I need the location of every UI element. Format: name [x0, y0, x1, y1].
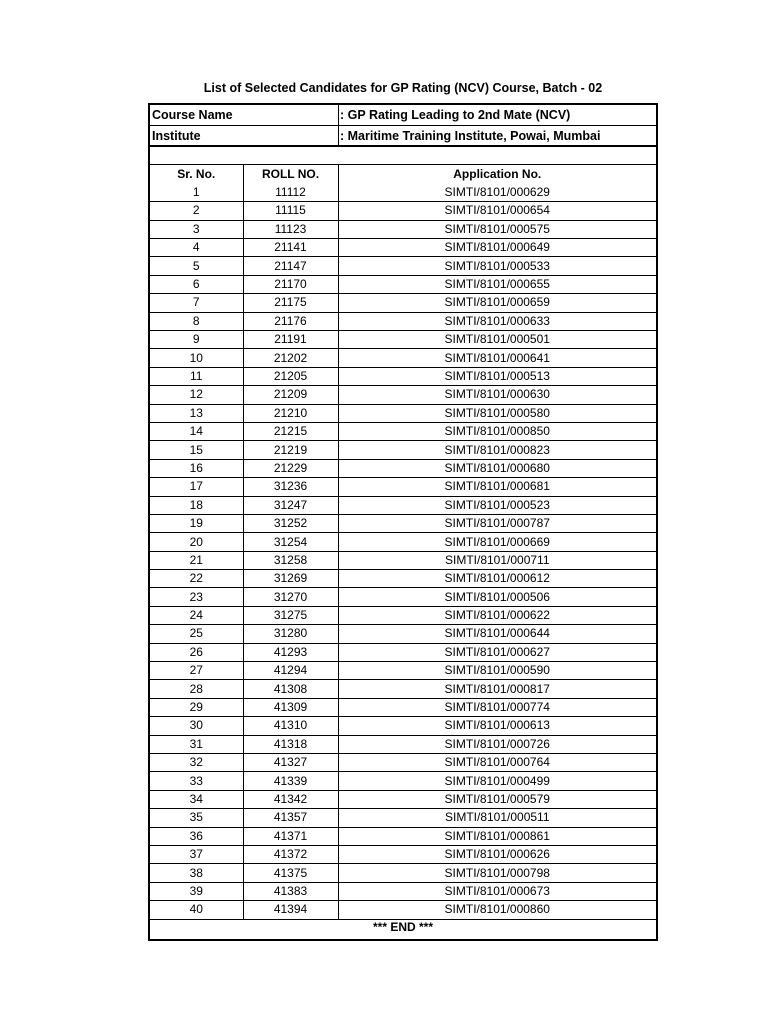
- application-no-cell: SIMTI/8101/000850: [338, 422, 656, 440]
- application-no-cell: SIMTI/8101/000506: [338, 588, 656, 606]
- sr-no-cell: 7: [150, 294, 243, 312]
- roll-no-cell: 31247: [243, 496, 338, 514]
- application-no-cell: SIMTI/8101/000680: [338, 459, 656, 477]
- table-row: [150, 239, 656, 257]
- roll-no-cell: 21202: [243, 349, 338, 367]
- sr-no-cell: 31: [150, 735, 243, 753]
- sr-no-cell: 10: [150, 349, 243, 367]
- table-row: [150, 404, 656, 422]
- candidate-sheet: [148, 103, 658, 941]
- application-no-cell: SIMTI/8101/000501: [338, 331, 656, 349]
- application-no-cell: SIMTI/8101/000575: [338, 220, 656, 238]
- roll-no-cell: 21175: [243, 294, 338, 312]
- roll-no-cell: 21219: [243, 441, 338, 459]
- table-row: [150, 680, 656, 698]
- roll-no-cell: 41327: [243, 754, 338, 772]
- course-name-label: Course Name: [150, 105, 339, 125]
- application-no-cell: SIMTI/8101/000523: [338, 496, 656, 514]
- sr-no-cell: 18: [150, 496, 243, 514]
- sr-no-cell: 37: [150, 845, 243, 863]
- application-no-cell: SIMTI/8101/000513: [338, 367, 656, 385]
- application-no-cell: SIMTI/8101/000655: [338, 275, 656, 293]
- roll-no-cell: 31280: [243, 625, 338, 643]
- application-no-cell: SIMTI/8101/000627: [338, 643, 656, 661]
- roll-no-cell: 21229: [243, 459, 338, 477]
- sr-no-cell: 40: [150, 901, 243, 919]
- application-no-cell: SIMTI/8101/000673: [338, 882, 656, 900]
- table-row: [150, 662, 656, 680]
- roll-no-cell: 11123: [243, 220, 338, 238]
- application-no-cell: SIMTI/8101/000711: [338, 551, 656, 569]
- sr-no-cell: 26: [150, 643, 243, 661]
- roll-no-cell: 21170: [243, 275, 338, 293]
- table-row: [150, 735, 656, 753]
- roll-no-cell: 21210: [243, 404, 338, 422]
- table-row: [150, 625, 656, 643]
- application-no-cell: SIMTI/8101/000798: [338, 864, 656, 882]
- table-row: [150, 478, 656, 496]
- table-header-row: [150, 165, 656, 183]
- application-no-cell: SIMTI/8101/000726: [338, 735, 656, 753]
- roll-no-cell: 41372: [243, 845, 338, 863]
- sr-no-cell: 14: [150, 422, 243, 440]
- table-row: [150, 441, 656, 459]
- course-name-value: : GP Rating Leading to 2nd Mate (NCV): [340, 108, 571, 122]
- sr-no-cell: 32: [150, 754, 243, 772]
- table-body: [150, 183, 656, 919]
- header-application-no: Application No.: [453, 166, 542, 181]
- table-row: [150, 570, 656, 588]
- application-no-cell: SIMTI/8101/000787: [338, 514, 656, 532]
- application-no-cell: SIMTI/8101/000860: [338, 901, 656, 919]
- sr-no-cell: 3: [150, 220, 243, 238]
- sr-no-cell: 8: [150, 312, 243, 330]
- table-row: [150, 827, 656, 845]
- sr-no-cell: 20: [150, 533, 243, 551]
- roll-no-cell: 21209: [243, 386, 338, 404]
- application-no-cell: SIMTI/8101/000659: [338, 294, 656, 312]
- roll-no-cell: 41339: [243, 772, 338, 790]
- sr-no-cell: 17: [150, 478, 243, 496]
- institute-row: [150, 126, 656, 147]
- roll-no-cell: 41294: [243, 662, 338, 680]
- roll-no-cell: 41383: [243, 882, 338, 900]
- application-no-cell: SIMTI/8101/000764: [338, 754, 656, 772]
- roll-no-cell: 41357: [243, 809, 338, 827]
- sr-no-cell: 39: [150, 882, 243, 900]
- table-row: [150, 202, 656, 220]
- application-no-cell: SIMTI/8101/000511: [338, 809, 656, 827]
- table-row: [150, 698, 656, 716]
- roll-no-cell: 21191: [243, 331, 338, 349]
- table-row: [150, 643, 656, 661]
- table-row: [150, 514, 656, 532]
- roll-no-cell: 41375: [243, 864, 338, 882]
- roll-no-cell: 21215: [243, 422, 338, 440]
- application-no-cell: SIMTI/8101/000580: [338, 404, 656, 422]
- table-row: [150, 588, 656, 606]
- sr-no-cell: 29: [150, 698, 243, 716]
- table-row: [150, 496, 656, 514]
- course-name-row: [150, 105, 656, 126]
- roll-no-cell: 21205: [243, 367, 338, 385]
- institute-label: Institute: [150, 126, 339, 145]
- application-no-cell: SIMTI/8101/000590: [338, 662, 656, 680]
- application-no-cell: SIMTI/8101/000861: [338, 827, 656, 845]
- table-row: [150, 717, 656, 735]
- application-no-cell: SIMTI/8101/000654: [338, 202, 656, 220]
- table-row: [150, 331, 656, 349]
- table-row: [150, 864, 656, 882]
- table-row: [150, 790, 656, 808]
- table-row: [150, 422, 656, 440]
- sr-no-cell: 9: [150, 331, 243, 349]
- table-row: [150, 533, 656, 551]
- table-row: [150, 772, 656, 790]
- page-title: List of Selected Candidates for GP Rating (NCV) Course, Batch - 02: [203, 81, 603, 95]
- roll-no-cell: 21176: [243, 312, 338, 330]
- roll-no-cell: 31258: [243, 551, 338, 569]
- table-row: [150, 294, 656, 312]
- application-no-cell: SIMTI/8101/000641: [338, 349, 656, 367]
- sr-no-cell: 34: [150, 790, 243, 808]
- table-row: [150, 754, 656, 772]
- sr-no-cell: 2: [150, 202, 243, 220]
- sr-no-cell: 1: [150, 183, 243, 201]
- table-row: [150, 606, 656, 624]
- blank-row: [150, 147, 656, 165]
- application-no-cell: SIMTI/8101/000644: [338, 625, 656, 643]
- sr-no-cell: 16: [150, 459, 243, 477]
- header-sr-no: Sr. No.: [150, 165, 243, 183]
- roll-no-cell: 41310: [243, 717, 338, 735]
- application-no-cell: SIMTI/8101/000823: [338, 441, 656, 459]
- roll-no-cell: 31236: [243, 478, 338, 496]
- roll-no-cell: 31252: [243, 514, 338, 532]
- table-row: [150, 220, 656, 238]
- table-row: [150, 901, 656, 919]
- end-marker: *** END ***: [372, 919, 434, 934]
- application-no-cell: SIMTI/8101/000817: [338, 680, 656, 698]
- application-no-cell: SIMTI/8101/000630: [338, 386, 656, 404]
- roll-no-cell: 31269: [243, 570, 338, 588]
- sr-no-cell: 21: [150, 551, 243, 569]
- table-row: [150, 551, 656, 569]
- application-no-cell: SIMTI/8101/000499: [338, 772, 656, 790]
- roll-no-cell: 41318: [243, 735, 338, 753]
- table-row: [150, 386, 656, 404]
- table-row: [150, 882, 656, 900]
- table-row: [150, 349, 656, 367]
- application-no-cell: SIMTI/8101/000533: [338, 257, 656, 275]
- roll-no-cell: 21141: [243, 239, 338, 257]
- sr-no-cell: 4: [150, 239, 243, 257]
- sr-no-cell: 23: [150, 588, 243, 606]
- sr-no-cell: 6: [150, 275, 243, 293]
- sr-no-cell: 35: [150, 809, 243, 827]
- sr-no-cell: 28: [150, 680, 243, 698]
- table-row: [150, 257, 656, 275]
- table-row: [150, 845, 656, 863]
- sr-no-cell: 36: [150, 827, 243, 845]
- application-no-cell: SIMTI/8101/000649: [338, 239, 656, 257]
- sr-no-cell: 38: [150, 864, 243, 882]
- sr-no-cell: 22: [150, 570, 243, 588]
- institute-value: : Maritime Training Institute, Powai, Mumbai: [340, 129, 601, 143]
- roll-no-cell: 41394: [243, 901, 338, 919]
- table-row: [150, 275, 656, 293]
- sr-no-cell: 11: [150, 367, 243, 385]
- sr-no-cell: 27: [150, 662, 243, 680]
- application-no-cell: SIMTI/8101/000669: [338, 533, 656, 551]
- roll-no-cell: 41371: [243, 827, 338, 845]
- table-row: [150, 183, 656, 201]
- roll-no-cell: 31275: [243, 606, 338, 624]
- table-row: [150, 809, 656, 827]
- candidates-table: [150, 165, 656, 920]
- sr-no-cell: 13: [150, 404, 243, 422]
- roll-no-cell: 41309: [243, 698, 338, 716]
- roll-no-cell: 21147: [243, 257, 338, 275]
- sr-no-cell: 15: [150, 441, 243, 459]
- roll-no-cell: 11112: [243, 183, 338, 201]
- application-no-cell: SIMTI/8101/000629: [338, 183, 656, 201]
- application-no-cell: SIMTI/8101/000579: [338, 790, 656, 808]
- table-row: [150, 367, 656, 385]
- roll-no-cell: 31270: [243, 588, 338, 606]
- table-row: [150, 459, 656, 477]
- sr-no-cell: 19: [150, 514, 243, 532]
- application-no-cell: SIMTI/8101/000622: [338, 606, 656, 624]
- table-row: [150, 312, 656, 330]
- roll-no-cell: 41293: [243, 643, 338, 661]
- sr-no-cell: 5: [150, 257, 243, 275]
- application-no-cell: SIMTI/8101/000612: [338, 570, 656, 588]
- header-roll-no: ROLL NO.: [243, 165, 338, 183]
- roll-no-cell: 41342: [243, 790, 338, 808]
- sr-no-cell: 25: [150, 625, 243, 643]
- roll-no-cell: 31254: [243, 533, 338, 551]
- sr-no-cell: 33: [150, 772, 243, 790]
- application-no-cell: SIMTI/8101/000774: [338, 698, 656, 716]
- sr-no-cell: 24: [150, 606, 243, 624]
- roll-no-cell: 41308: [243, 680, 338, 698]
- roll-no-cell: 11115: [243, 202, 338, 220]
- application-no-cell: SIMTI/8101/000633: [338, 312, 656, 330]
- sr-no-cell: 30: [150, 717, 243, 735]
- application-no-cell: SIMTI/8101/000626: [338, 845, 656, 863]
- application-no-cell: SIMTI/8101/000681: [338, 478, 656, 496]
- application-no-cell: SIMTI/8101/000613: [338, 717, 656, 735]
- sr-no-cell: 12: [150, 386, 243, 404]
